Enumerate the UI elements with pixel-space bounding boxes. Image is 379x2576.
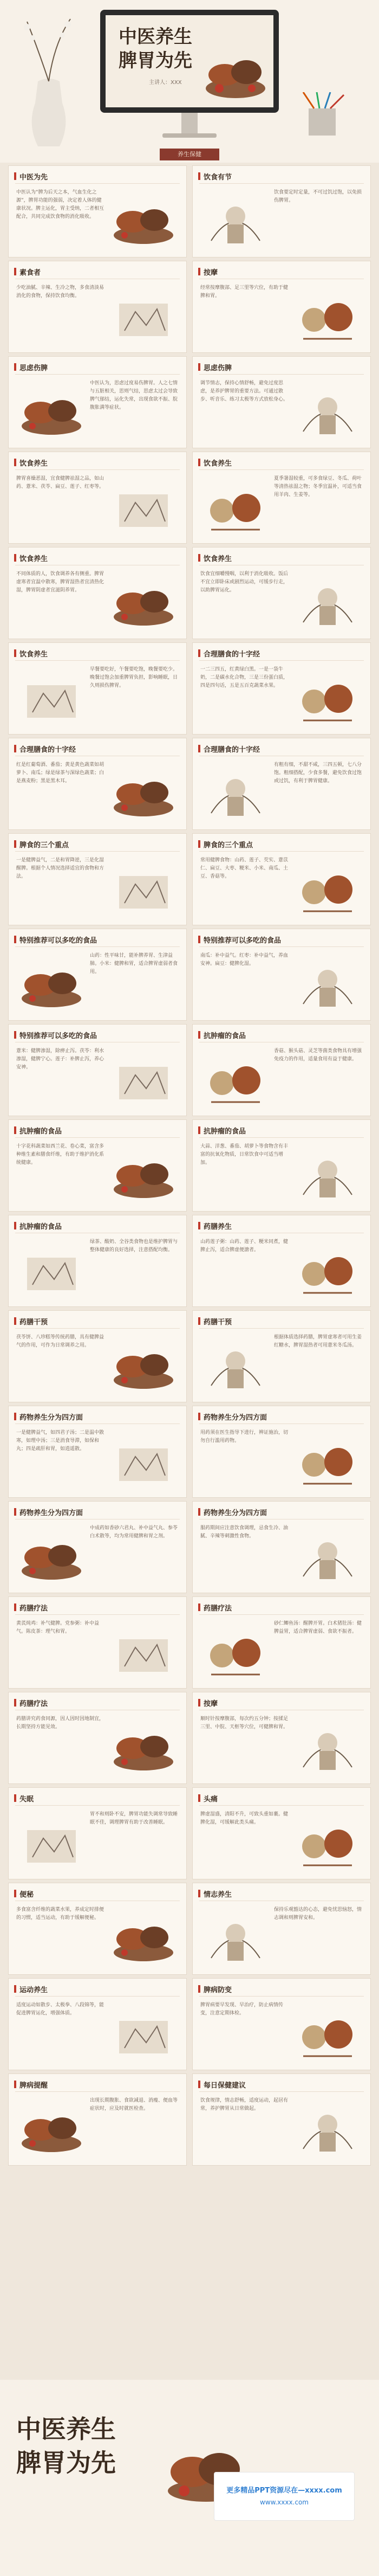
hero-subtitle: 主讲人：XXX — [149, 80, 182, 86]
slide-body: 出现长期腹胀、食欲减退、消瘦、便血等症状时，应及时就医检查。 — [90, 2098, 178, 2111]
slide-body: 黄芪炖鸡：补气健脾。党参粥：补中益气。陈皮茶：理气和胃。 — [16, 1621, 100, 1634]
slide-divider — [15, 374, 180, 375]
slide-divider — [199, 1328, 364, 1329]
slide-body: 早餐要吃好，午餐要吃饱，晚餐要吃少。晚餐过饱会加重脾胃负担，影响睡眠，日久则损伤脾胃。 — [90, 667, 178, 688]
slide-body: 饮食要定时定量，不可过饥过饱，以免损伤脾胃。 — [274, 190, 362, 203]
promo-line1: 更多精品PPT资源尽在—xxxx.com — [226, 2487, 342, 2495]
slide-body: 饮食规律，情志舒畅，适度运动，起居有常，养护脾胃从日常做起。 — [200, 2098, 289, 2111]
slide-title-marker — [198, 649, 200, 657]
slide-title-marker — [198, 268, 200, 275]
slide-card — [8, 1215, 187, 1307]
slide-title: 合理膳食的十字经 — [19, 746, 76, 754]
slide-body: 山药：性平味甘，能补脾养胃、生津益肺。小米：健脾和胃，适合脾胃虚弱者食用。 — [90, 953, 178, 975]
slide-card — [8, 929, 187, 1021]
slide-card — [192, 1596, 371, 1689]
slide-card — [192, 2073, 371, 2166]
slide-body: 夏季暑湿较重，可多食绿豆、冬瓜、荷叶等清热祛湿之物；冬季宜温补，可适当食用羊肉、生姜等。 — [274, 476, 362, 498]
slide-divider — [15, 1328, 180, 1329]
slide-body: 胃不和则卧不安，脾胃功能失调常导致睡眠不佳，调理脾胃有助于改善睡眠。 — [90, 1812, 178, 1825]
slide-body: 多食富含纤维的蔬菜水果，养成定时排便的习惯，适当运动，有助于缓解便秘。 — [16, 1907, 104, 1921]
slide-title: 药物养生分为四方面 — [204, 1509, 267, 1517]
slide-illustration — [292, 287, 363, 342]
slide-illustration — [16, 669, 87, 723]
slide-body: 饮食宜细嚼慢咽，以利于消化吸收。饭后不宜立即卧床或剧烈运动，可缓步行走，以助脾胃运化。 — [200, 571, 289, 593]
slide-body: 砂仁鲫鱼汤：醒脾开胃。白术猪肚汤：健脾益胃，适合脾胃虚弱、食欲不振者。 — [274, 1621, 362, 1634]
slide-title-marker — [14, 554, 16, 562]
slide-title-marker — [14, 1222, 16, 1229]
slide-title: 药膳疗法 — [19, 1605, 48, 1613]
slide-card — [192, 929, 371, 1021]
slide-body: 不同体质的人，饮食调养各有侧重。脾胃虚寒者宜温中散寒，脾胃湿热者宜清热化湿，脾胃阴虚者宜滋阴养胃。 — [16, 571, 104, 593]
slide-title-marker — [198, 1222, 200, 1229]
hero-title-line2: 脾胃为先 — [119, 50, 192, 72]
slide-title-marker — [198, 745, 200, 752]
slide-illustration — [292, 669, 363, 723]
slide-title: 每日保健建议 — [204, 2082, 246, 2090]
slide-divider — [15, 1137, 180, 1138]
slide-title: 药物养生分为四方面 — [204, 1414, 267, 1422]
slide-body: 少吃油腻、辛辣、生冷之物，多食清淡易消化的食物，保持饮食均衡。 — [16, 285, 104, 299]
slide-title: 特别推荐可以多吃的食品 — [204, 937, 282, 945]
slide-title: 脾病防变 — [204, 1986, 232, 1994]
slide-divider — [15, 851, 180, 852]
slide-title: 按摩 — [204, 1700, 218, 1708]
slide-title-marker — [14, 1413, 16, 1420]
slide-illustration — [292, 955, 363, 1009]
slide-illustration — [108, 192, 179, 246]
slide-body: 脾胃喜燥恶湿，宜食健脾祛湿之品，如山药、薏米、茯苓、扁豆、莲子、红枣等。 — [16, 476, 104, 490]
slide-body: 薏米：健脾渗湿，除痹止泻。茯苓：利水渗湿，健脾宁心。莲子：补脾止泻，养心安神。 — [16, 1048, 104, 1070]
slide-card — [192, 1310, 371, 1402]
slide-title-marker — [198, 1603, 200, 1611]
slide-illustration — [108, 1909, 179, 1963]
monitor-screen — [100, 10, 279, 113]
slide-divider — [15, 469, 180, 470]
slide-illustration — [108, 860, 179, 914]
slide-divider — [15, 660, 180, 661]
slide-card — [8, 642, 187, 735]
slide-card — [8, 261, 187, 353]
slide-illustration — [292, 1146, 363, 1200]
slide-card — [192, 1787, 371, 1879]
slide-title-marker — [14, 459, 16, 466]
slide-card — [192, 1215, 371, 1307]
slide-body: 中成药如香砂六君丸、补中益气丸、参苓白术散等，均为常用健脾和胃之剂。 — [90, 1525, 178, 1539]
slide-title: 饮食养生 — [204, 460, 232, 468]
slide-title-marker — [198, 1031, 200, 1039]
herbs-illustration — [203, 37, 268, 102]
slide-illustration — [292, 1432, 363, 1486]
slide-card — [8, 1883, 187, 1975]
slide-card — [8, 1406, 187, 1498]
slide-illustration — [292, 383, 363, 437]
slide-card — [192, 165, 371, 257]
slide-title: 药物养生分为四方面 — [19, 1414, 83, 1422]
slide-title-marker — [198, 1317, 200, 1325]
slide-illustration — [108, 1432, 179, 1486]
slide-title: 思虑伤脾 — [19, 364, 48, 372]
slide-title-marker — [14, 363, 16, 371]
slide-card — [192, 452, 371, 544]
slide-title-marker — [14, 1699, 16, 1706]
footer-title-line2: 脾胃为先 — [16, 2448, 116, 2477]
slide-card — [192, 1692, 371, 1784]
slide-illustration — [16, 2100, 87, 2154]
slide-title-marker — [14, 649, 16, 657]
slide-body: 用药须在医生指导下进行，辨证施治，切勿自行滥用药物。 — [200, 1430, 289, 1444]
slide-illustration — [108, 1337, 179, 1391]
slide-body: 脾虚湿盛，清阳不升，可致头重如裹。健脾化湿，可缓解此类头痛。 — [200, 1812, 289, 1825]
slide-title: 抗肿瘤的食品 — [19, 1223, 62, 1231]
slide-divider — [15, 946, 180, 947]
slide-title: 药膳养生 — [204, 1223, 232, 1231]
slide-card — [8, 1692, 187, 1784]
slide-divider — [199, 2091, 364, 2092]
slide-divider — [199, 374, 364, 375]
slide-card — [8, 1596, 187, 1689]
slide-card — [192, 738, 371, 830]
slide-title: 药膳干预 — [204, 1318, 232, 1326]
slide-illustration — [200, 764, 271, 819]
slide-illustration — [292, 860, 363, 914]
slide-card — [192, 1119, 371, 1212]
slide-illustration — [108, 1718, 179, 1773]
slide-card — [8, 356, 187, 448]
vase-decoration — [16, 16, 81, 146]
slide-title: 特别推荐可以多吃的食品 — [19, 937, 97, 945]
slide-body: 有粗有细，不甜不咸，三四五顿，七八分饱。粗细搭配，少食多餐，避免饮食过饱或过饥，有利于脾胃健康。 — [274, 762, 362, 784]
slide-title: 失眠 — [19, 1795, 34, 1804]
slide-title: 特别推荐可以多吃的食品 — [19, 1032, 97, 1040]
slide-title-marker — [14, 2081, 16, 2088]
slide-body: 十字花科蔬菜如西兰花、卷心菜，富含多种维生素和膳食纤维，有助于维护消化系统健康。 — [16, 1144, 104, 1165]
slide-title: 便秘 — [19, 1891, 34, 1899]
slide-title: 饮食有节 — [204, 173, 232, 182]
hero-stamp: 养生保健 — [160, 149, 219, 160]
slide-title: 药物养生分为四方面 — [19, 1509, 83, 1517]
slide-title-marker — [198, 2081, 200, 2088]
slide-title-marker — [198, 1794, 200, 1802]
slide-title-marker — [14, 1794, 16, 1802]
slide-body: 茯苓饼、八珍糕等传统药膳，具有健脾益气的作用，可作为日常调养之用。 — [16, 1335, 104, 1348]
slide-card — [8, 2073, 187, 2166]
footer-title — [16, 2412, 116, 2480]
slide-illustration — [200, 192, 271, 246]
slide-body: 经常按摩腹部、足三里等穴位，有助于健脾和胃。 — [200, 285, 289, 299]
slide-divider — [15, 1805, 180, 1806]
slide-title: 思虑伤脾 — [204, 364, 232, 372]
slide-title: 饮食养生 — [19, 651, 48, 659]
slide-divider — [199, 469, 364, 470]
slide-card — [8, 165, 187, 257]
promo-banner[interactable] — [214, 2472, 355, 2521]
slide-title: 抗肿瘤的食品 — [204, 1032, 246, 1040]
slide-illustration — [16, 955, 87, 1009]
slide-title-marker — [14, 1031, 16, 1039]
slide-divider — [15, 1614, 180, 1615]
slide-card — [192, 356, 371, 448]
slide-illustration — [16, 1528, 87, 1582]
monitor-base — [162, 133, 217, 138]
slide-title: 运动养生 — [19, 1986, 48, 1994]
slide-title-marker — [14, 1508, 16, 1516]
slide-illustration — [292, 1814, 363, 1868]
slide-body: 香菇、猴头菇、灵芝等菌类食物具有增强免疫力的作用，适量食用有益于健康。 — [274, 1048, 362, 1062]
slide-title-marker — [198, 936, 200, 943]
slide-title: 脾食的三个重点 — [204, 841, 253, 849]
slide-body: 中医认为“脾为后天之本，气血生化之源”，脾胃功能的强弱，决定着人体的健康状况。脾主运化，胃主受纳，二者相互配合，共同完成饮食物的消化吸收。 — [16, 190, 104, 220]
slide-title: 脾食的三个重点 — [19, 841, 69, 849]
slide-illustration — [108, 2005, 179, 2059]
slide-illustration — [292, 574, 363, 628]
slide-divider — [199, 946, 364, 947]
slide-body: 大蒜、洋葱、番茄、胡萝卜等食物含有丰富的抗氧化物质，日常饮食中可适当增加。 — [200, 1144, 289, 1165]
slide-body: 保持乐观豁达的心态，避免忧思恼怒，情志调和则脾胃安和。 — [274, 1907, 362, 1921]
slide-divider — [199, 851, 364, 852]
slide-title: 情志养生 — [204, 1891, 232, 1899]
slide-body: 常用健脾食物：山药、莲子、芡实、薏苡仁、扁豆、大枣、粳米、小米、南瓜、土豆、香菇等。 — [200, 858, 289, 879]
slide-illustration — [108, 1623, 179, 1677]
slide-title: 合理膳食的十字经 — [204, 651, 260, 659]
slide-illustration — [200, 1623, 271, 1677]
slide-card — [8, 1787, 187, 1879]
slide-body: 山药莲子粥：山药、莲子、粳米同煮，健脾止泻，适合脾虚便溏者。 — [200, 1239, 289, 1253]
slide-title-marker — [198, 459, 200, 466]
slide-illustration — [108, 1051, 179, 1105]
slide-title: 头痛 — [204, 1795, 218, 1804]
slide-body: 一是健脾益气，如四君子汤；二是温中散寒，如理中汤；三是消食导滞，如保和丸；四是疏肝和胃，如逍遥散。 — [16, 1430, 104, 1452]
slide-card — [8, 738, 187, 830]
slide-title-marker — [14, 268, 16, 275]
slide-card — [192, 1978, 371, 2070]
slide-illustration — [200, 478, 271, 532]
slide-title: 饮食养生 — [204, 555, 232, 563]
hero-title — [119, 25, 192, 73]
slide-body: 顺时针按摩腹部，每次约五分钟；按揉足三里、中脘、天枢等穴位，可健脾和胃。 — [200, 1716, 289, 1730]
slide-illustration — [108, 764, 179, 819]
slide-divider — [199, 1137, 364, 1138]
slide-body: 脾胃病要早发现、早治疗，防止病情传变，注意定期体检。 — [200, 2002, 284, 2016]
slide-illustration — [200, 1051, 271, 1105]
footer-title-line1: 中医养生 — [16, 2414, 116, 2444]
slide-divider — [15, 2091, 180, 2092]
slide-card — [192, 1406, 371, 1498]
slide-title-marker — [14, 1890, 16, 1897]
slide-title-marker — [14, 1126, 16, 1134]
slide-card — [8, 1024, 187, 1116]
slide-card — [192, 642, 371, 735]
slide-title-marker — [198, 1413, 200, 1420]
slide-illustration — [16, 383, 87, 437]
slide-illustration — [108, 1146, 179, 1200]
slide-title: 饮食养生 — [19, 555, 48, 563]
slide-body: 中医认为，思虑过度易伤脾胃。人之七情与五脏相关，思则气结，思虑太过会导致脾气郁结，运化失常，出现食欲不振、脘腹胀满等症状。 — [90, 381, 178, 410]
slide-body: 一二三四五，红黄绿白黑。一是一袋牛奶，二是碳水化合物，三是三份蛋白质，四是四句话，五是五百克蔬菜水果。 — [200, 667, 289, 688]
slide-title-marker — [14, 745, 16, 752]
promo-url[interactable]: www.xxxx.com — [259, 2498, 309, 2506]
hero-cover — [0, 0, 379, 163]
slide-divider — [199, 1805, 364, 1806]
slide-body: 调节情志，保持心情舒畅，避免过度思虑，是养护脾胃的重要方法。可通过散步、听音乐、练习太极等方式放松身心。 — [200, 381, 289, 402]
slide-illustration — [200, 1337, 271, 1391]
slide-title: 药膳疗法 — [19, 1700, 48, 1708]
monitor-frame — [100, 10, 279, 145]
slide-illustration — [292, 1241, 363, 1296]
slide-card — [192, 1024, 371, 1116]
slide-illustration — [108, 478, 179, 532]
slide-title-marker — [198, 840, 200, 848]
slide-title: 药膳干预 — [19, 1318, 48, 1326]
slide-title: 抗肿瘤的食品 — [19, 1128, 62, 1136]
slide-card — [192, 547, 371, 639]
slide-illustration — [292, 1718, 363, 1773]
slide-title: 脾病提醒 — [19, 2082, 48, 2090]
slide-title-marker — [198, 172, 200, 180]
slide-title-marker — [198, 1890, 200, 1897]
slide-body: 根据体质选择药膳，脾胃虚寒者可用生姜红糖水，脾胃湿热者可用薏米冬瓜汤。 — [274, 1335, 362, 1348]
slide-title: 素食者 — [19, 269, 41, 277]
slide-title-marker — [14, 936, 16, 943]
slide-divider — [199, 1614, 364, 1615]
slide-card — [8, 452, 187, 544]
slide-title-marker — [198, 1508, 200, 1516]
slide-card — [8, 833, 187, 925]
slide-title-marker — [14, 1317, 16, 1325]
slide-illustration — [108, 574, 179, 628]
slide-divider — [199, 183, 364, 184]
slide-body: 适度运动如散步、太极拳、八段锦等，能促进脾胃运化，增强体质。 — [16, 2002, 104, 2016]
slide-illustration — [292, 1528, 363, 1582]
slide-card — [192, 1501, 371, 1593]
slide-illustration — [16, 1241, 87, 1296]
slide-divider — [15, 1996, 180, 1997]
slide-title: 按摩 — [204, 269, 218, 277]
slide-body: 绿茶、酸奶、全谷类食物也是维护脾胃与整体健康的良好选择，注意搭配均衡。 — [90, 1239, 178, 1253]
brush-pot-decoration — [287, 92, 357, 136]
slide-card — [8, 547, 187, 639]
slide-illustration — [200, 1909, 271, 1963]
slide-body: 红是红葡萄酒、番茄；黄是黄色蔬菜如胡萝卜、南瓜；绿是绿茶与深绿色蔬菜；白是燕麦粉；黑是黑木耳。 — [16, 762, 104, 784]
slide-body: 一是健脾益气，二是和胃降逆，三是化湿醒脾。根据个人情况选择适宜的食物和方法。 — [16, 858, 104, 879]
slide-illustration — [292, 2005, 363, 2059]
slide-card — [8, 1978, 187, 2070]
slide-title: 合理膳食的十字经 — [204, 746, 260, 754]
slide-title-marker — [198, 1985, 200, 1993]
slide-title: 抗肿瘤的食品 — [204, 1128, 246, 1136]
slide-title: 药膳疗法 — [204, 1605, 232, 1613]
slide-card — [8, 1310, 187, 1402]
slide-title-marker — [198, 1699, 200, 1706]
slide-title-marker — [14, 1603, 16, 1611]
slide-card — [8, 1501, 187, 1593]
slide-card — [192, 833, 371, 925]
slide-illustration — [292, 2100, 363, 2154]
slide-divider — [199, 660, 364, 661]
slide-body: 服药期间应注意饮食调理，忌食生冷、油腻、辛辣等刺激性食物。 — [200, 1525, 289, 1539]
slide-title: 饮食养生 — [19, 460, 48, 468]
slide-title-marker — [14, 1985, 16, 1993]
slide-title: 中医为先 — [19, 173, 48, 182]
slide-title-marker — [14, 840, 16, 848]
slide-card — [8, 1119, 187, 1212]
slide-card — [192, 1883, 371, 1975]
slide-body: 药膳讲究药食同源，因人因时因地制宜，长期坚持方能见效。 — [16, 1716, 104, 1730]
hero-title-line1: 中医养生 — [119, 26, 192, 48]
slide-body: 南瓜：补中益气。红枣：补中益气，养血安神。扁豆：健脾化湿。 — [200, 953, 289, 967]
slide-title-marker — [198, 554, 200, 562]
slide-illustration — [108, 287, 179, 342]
slide-title-marker — [198, 363, 200, 371]
slide-title-marker — [14, 172, 16, 180]
slide-title-marker — [198, 1126, 200, 1134]
slide-divider — [199, 1996, 364, 1997]
slide-card — [192, 261, 371, 353]
slide-illustration — [16, 1814, 87, 1868]
monitor-stand — [181, 113, 198, 134]
slide-divider — [15, 183, 180, 184]
